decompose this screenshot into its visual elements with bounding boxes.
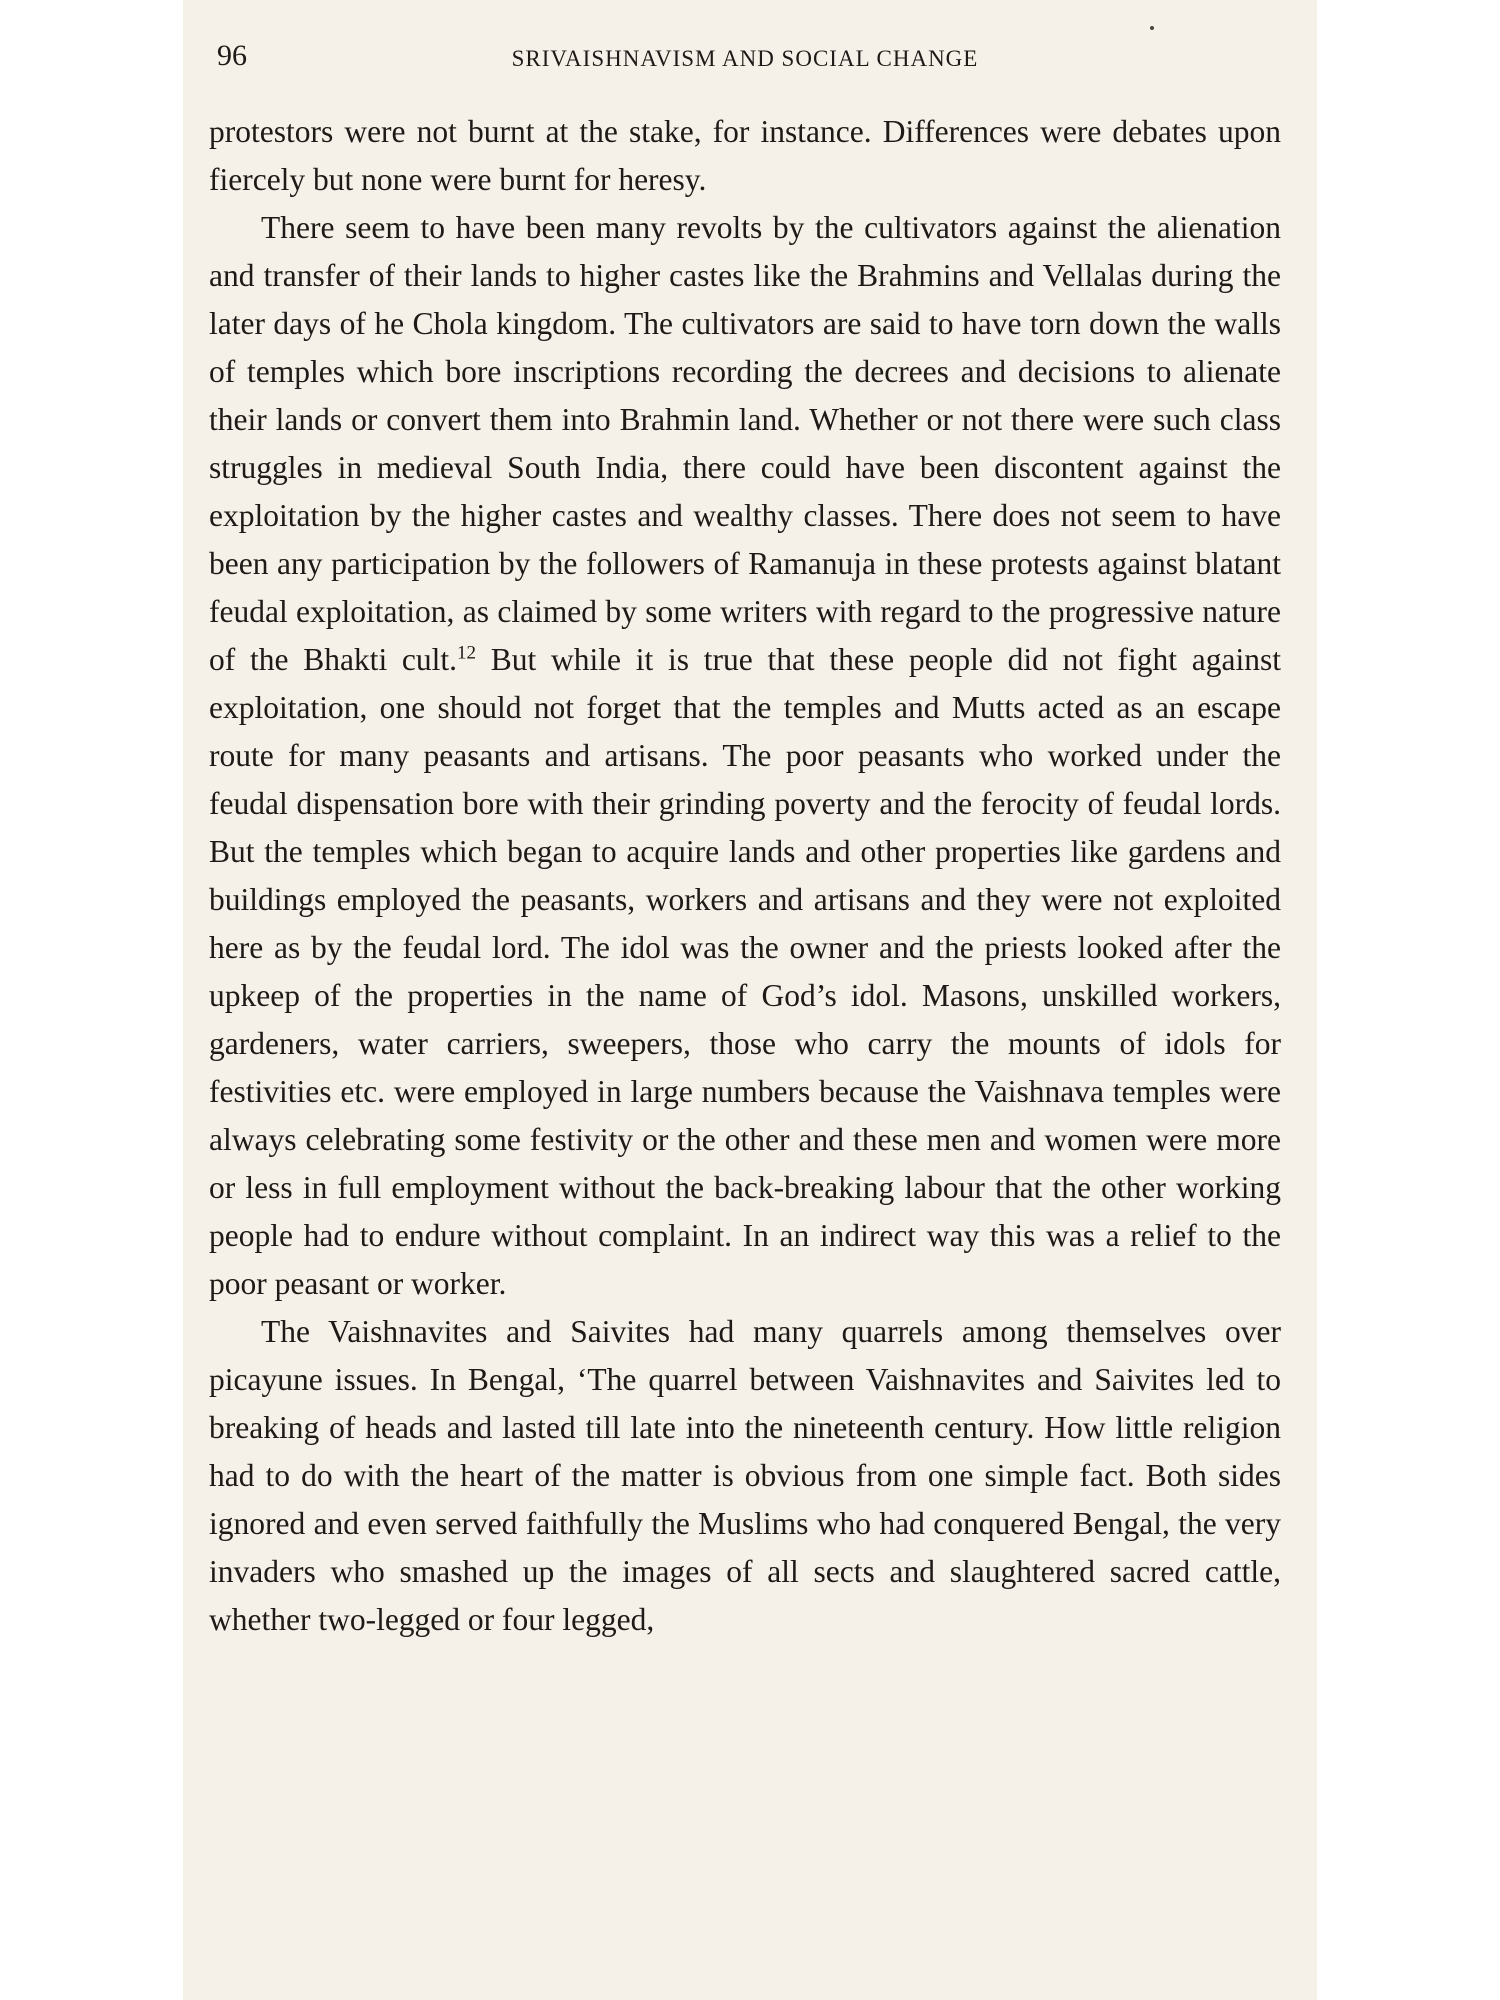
paragraph-2 bbox=[209, 204, 1281, 1308]
scan-speck bbox=[1150, 26, 1154, 30]
page-number: 96 bbox=[217, 39, 247, 72]
paragraph-2-text-a: There seem to have been many revolts by the cultivators against the alienation and transfer of their lands to higher castes like the Brahmins and Vellalas during the later days of he Chola kingdom. The cultivators are said to have torn down the walls of temples which bore inscriptions recording the decrees and decisions to alienate their lands or convert them into Brahmin land. Whether or not there were such class struggles in medieval South India, there could have been discontent against the exploitation by the higher castes and wealthy classes. There does not seem to have been any participation by the followers of Ramanuja in these protests against blatant feudal exploitation, as claimed by some writers with regard to the progressive nature of the Bhakti cult. bbox=[209, 210, 1281, 677]
paragraph-2-text-b: But while it is true that these people did not fight against exploitation, one should not forget that the temples and Mutts acted as an escape route for many peasants and artisans. The poor peasants who worked under the feudal dispensation bore with their grinding poverty and the ferocity of feudal lords. But the temples which began to acquire lands and other properties like gardens and buildings employed the peasants, workers and artisans and they were not exploited here as by the feudal lord. The idol was the owner and the priests looked after the upkeep of the properties in the name of God’s idol. Masons, unskilled workers, gardeners, water carriers, sweepers, those who carry the mounts of idols for festivities etc. were employed in large numbers because the Vaishnava temples were always celebrating some festivity or the other and these men and women were more or less in full employment without the back-breaking labour that the other working people had to endure without complaint. In an indirect way this was a relief to the poor peasant or worker. bbox=[209, 642, 1282, 1301]
book-page bbox=[183, 0, 1317, 2000]
paragraph-1: protestors were not burnt at the stake, for instance. Differences were debates upon fiercely but none were burnt for heresy. bbox=[209, 114, 1281, 197]
body-text bbox=[209, 108, 1281, 1644]
running-head bbox=[209, 38, 1281, 94]
paragraph-3: The Vaishnavites and Saivites had many quarrels among themselves over picayune issues. In Bengal, ‘The quarrel between Vaishnavites and Saivites led to breaking of heads and lasted till late into the nineteenth century. How little religion had to do with the heart of the matter is obvious from one simple fact. Both sides ignored and even served faithfully the Muslims who had conquered Bengal, the very invaders who smashed up the images of all sects and slaughtered sacred cattle, whether two-legged or four legged, bbox=[209, 1314, 1281, 1637]
running-title: SRIVAISHNAVISM AND SOCIAL CHANGE bbox=[511, 46, 979, 71]
footnote-ref-12: 12 bbox=[457, 642, 477, 664]
